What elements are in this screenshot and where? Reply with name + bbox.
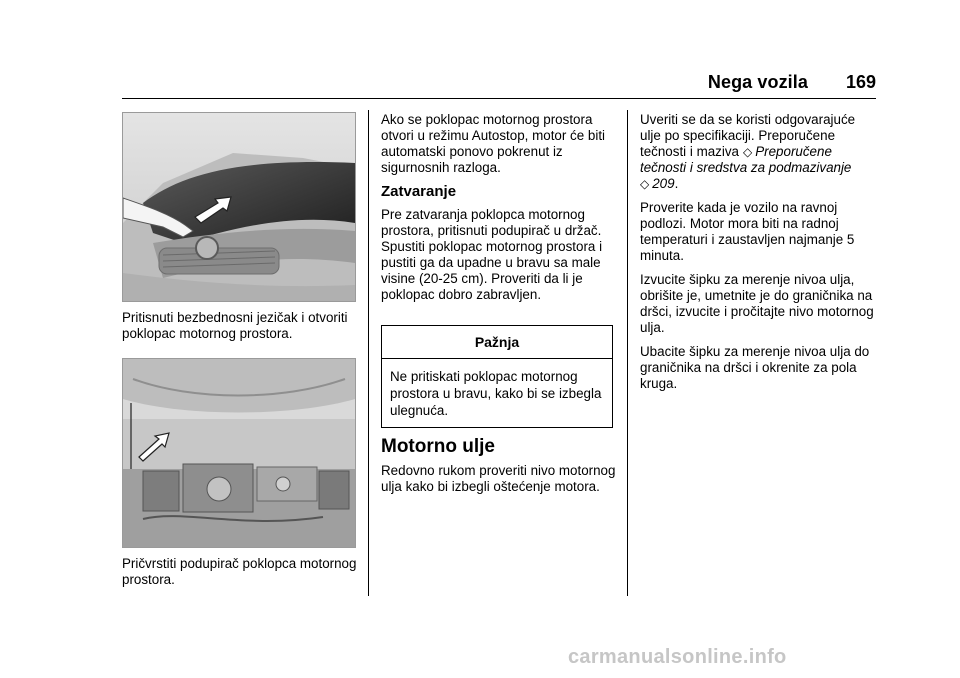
engine-oil-paragraph: Redovno rukom proveriti nivo motornog ulja kako bi izbegli oštećenje motora. [381,463,616,494]
oil-spec-text: Uveriti se da se koristi odgovarajuće ulje po specifikaciji. Preporučene tečnosti i maziva [640,112,856,159]
reference-link[interactable]: Preporučene tečnosti i sredstva za podmazivanje [640,144,852,175]
closing-paragraph: Pre zatvaranja poklopca motornog prostora, pritisnuti podupirač u držač. Spustiti poklopac motornog prostora i pustiti ga da upadne u bravu sa male visine (20-25 cm). Proveriti da li je poklopac dobro zabravljen. [381,207,603,302]
oil-section [381,436,617,503]
engine-oil-title: Motorno ulje [381,436,495,457]
dipstick-insert-paragraph: Ubacite šipku za merenje nivoa ulja do graničnika na dršci i okrenite za pola kruga. [640,344,870,391]
notice-body: Ne pritiskati poklopac motornog prostora u bravu, kako bi se izbegla ulegnuća. [390,369,602,418]
dipstick-read-paragraph: Izvucite šipku za merenje nivoa ulja, obrišite je, umetnite je do graničnika na dršci, izvucite i pročitajte nivo motornog ulja. [640,272,874,335]
notice-box [381,325,613,428]
figure1-caption: Pritisnuti bezbednosni jezičak i otvoriti poklopac motornog prostora. [122,310,348,341]
oil-spec-paragraph [640,112,878,192]
watermark: carmanualsonline.info [568,646,787,668]
page-header-title: Nega vozila [707,72,808,92]
column-divider-2 [627,110,628,596]
middle-column [381,112,617,311]
reference-page[interactable]: 209 [652,176,675,191]
page-reference-icon: ◇ [640,177,650,191]
right-column [640,112,878,400]
header-rule [122,98,876,99]
page-number: 169 [846,72,877,92]
check-conditions-paragraph: Proverite kada je vozilo na ravnoj podlozi. Motor mora biti na radnoj temperaturi i zaustavljen najmanje 5 minuta. [640,200,855,263]
figure2-caption: Pričvrstiti podupirač poklopca motornog prostora. [122,556,357,587]
notice-title: Pažnja [382,326,612,359]
hood-release-illustration [123,113,355,301]
autostop-paragraph: Ako se poklopac motornog prostora otvori u režimu Autostop, motor će biti automatski ponovo pokrenut iz sigurnosnih razloga. [381,112,606,175]
page-reference-icon: ◇ [742,145,753,159]
engine-bay-illustration [123,359,355,547]
column-divider-1 [368,110,369,596]
engine-bay-figure [122,358,356,548]
closing-subheading: Zatvaranje [381,183,457,200]
hood-release-figure [122,112,356,302]
sentence-end: . [674,176,679,191]
